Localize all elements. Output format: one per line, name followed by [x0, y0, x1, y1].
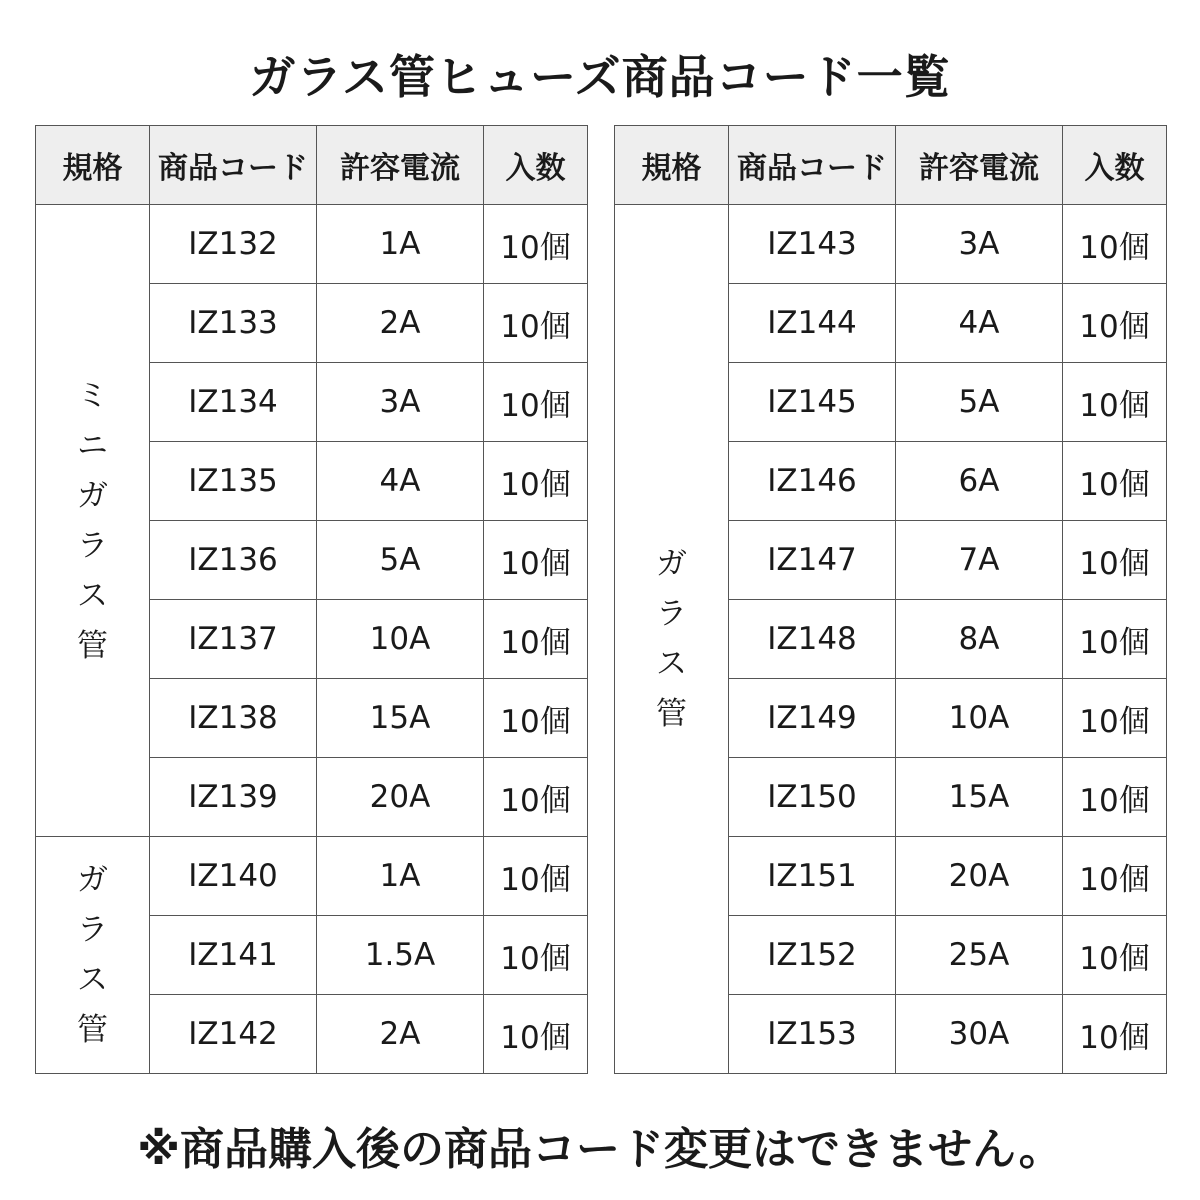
- rated-current-cell: 4A: [896, 284, 1063, 363]
- rated-current-cell: 10A: [896, 679, 1063, 758]
- product-code-cell: IZ152: [729, 916, 896, 995]
- rated-current-cell: 4A: [317, 442, 484, 521]
- quantity-cell: 10個: [1063, 758, 1167, 837]
- spec-group-cell: [36, 205, 150, 837]
- quantity-cell: 10個: [1063, 284, 1167, 363]
- spec-group-cell: [615, 205, 729, 1074]
- quantity-cell: 10個: [484, 837, 588, 916]
- product-code-cell: IZ134: [150, 363, 317, 442]
- quantity-cell: 10個: [1063, 995, 1167, 1074]
- rated-current-cell: 15A: [896, 758, 1063, 837]
- product-code-cell: IZ139: [150, 758, 317, 837]
- header-product-code: 商品コード: [729, 126, 896, 205]
- quantity-cell: 10個: [484, 363, 588, 442]
- table-row: [36, 837, 588, 916]
- product-code-cell: IZ144: [729, 284, 896, 363]
- quantity-cell: 10個: [1063, 600, 1167, 679]
- product-code-cell: IZ132: [150, 205, 317, 284]
- fuse-table-left: [35, 125, 588, 1074]
- product-code-cell: IZ150: [729, 758, 896, 837]
- quantity-cell: 10個: [1063, 837, 1167, 916]
- rated-current-cell: 3A: [896, 205, 1063, 284]
- product-code-cell: IZ138: [150, 679, 317, 758]
- table-body: [36, 205, 588, 1074]
- rated-current-cell: 1A: [317, 837, 484, 916]
- header-rated-current: 許容電流: [896, 126, 1063, 205]
- product-code-cell: IZ145: [729, 363, 896, 442]
- notice-text: ※商品購入後の商品コード変更はできません。: [137, 1124, 1063, 1175]
- header-product-code: 商品コード: [150, 126, 317, 205]
- rated-current-cell: 2A: [317, 284, 484, 363]
- header-rated-current: 許容電流: [317, 126, 484, 205]
- rated-current-cell: 1A: [317, 205, 484, 284]
- product-code-cell: IZ142: [150, 995, 317, 1074]
- quantity-cell: 10個: [484, 205, 588, 284]
- product-code-cell: IZ140: [150, 837, 317, 916]
- rated-current-cell: 1.5A: [317, 916, 484, 995]
- product-code-cell: IZ136: [150, 521, 317, 600]
- quantity-cell: 10個: [1063, 442, 1167, 521]
- table-row: [36, 205, 588, 284]
- quantity-cell: 10個: [484, 758, 588, 837]
- product-code-cell: IZ143: [729, 205, 896, 284]
- spec-group-label: ガラス管: [656, 546, 687, 732]
- quantity-cell: 10個: [1063, 916, 1167, 995]
- product-code-cell: IZ153: [729, 995, 896, 1074]
- product-code-cell: IZ137: [150, 600, 317, 679]
- rated-current-cell: 7A: [896, 521, 1063, 600]
- header-spec: 規格: [36, 126, 150, 205]
- product-code-cell: IZ151: [729, 837, 896, 916]
- product-code-cell: IZ146: [729, 442, 896, 521]
- fuse-table-right: [614, 125, 1167, 1074]
- table-header-row: [615, 126, 1167, 205]
- rated-current-cell: 3A: [317, 363, 484, 442]
- spec-group-label: ガラス管: [77, 862, 108, 1048]
- rated-current-cell: 30A: [896, 995, 1063, 1074]
- quantity-cell: 10個: [484, 521, 588, 600]
- quantity-cell: 10個: [484, 284, 588, 363]
- quantity-cell: 10個: [484, 916, 588, 995]
- quantity-cell: 10個: [1063, 521, 1167, 600]
- spec-group-label: ミニガラス管: [77, 377, 108, 664]
- rated-current-cell: 8A: [896, 600, 1063, 679]
- rated-current-cell: 2A: [317, 995, 484, 1074]
- table-row: [615, 205, 1167, 284]
- table-body: [615, 205, 1167, 1074]
- product-code-cell: IZ141: [150, 916, 317, 995]
- rated-current-cell: 15A: [317, 679, 484, 758]
- spec-group-cell: [36, 837, 150, 1074]
- rated-current-cell: 20A: [317, 758, 484, 837]
- quantity-cell: 10個: [1063, 679, 1167, 758]
- quantity-cell: 10個: [1063, 363, 1167, 442]
- header-spec: 規格: [615, 126, 729, 205]
- quantity-cell: 10個: [484, 600, 588, 679]
- rated-current-cell: 20A: [896, 837, 1063, 916]
- table-header-row: [36, 126, 588, 205]
- rated-current-cell: 6A: [896, 442, 1063, 521]
- quantity-cell: 10個: [484, 679, 588, 758]
- product-code-cell: IZ149: [729, 679, 896, 758]
- product-code-cell: IZ147: [729, 521, 896, 600]
- header-quantity: 入数: [484, 126, 588, 205]
- rated-current-cell: 25A: [896, 916, 1063, 995]
- quantity-cell: 10個: [1063, 205, 1167, 284]
- quantity-cell: 10個: [484, 442, 588, 521]
- product-code-cell: IZ148: [729, 600, 896, 679]
- page-title: ガラス管ヒューズ商品コード一覧: [249, 50, 951, 104]
- rated-current-cell: 5A: [896, 363, 1063, 442]
- quantity-cell: 10個: [484, 995, 588, 1074]
- rated-current-cell: 10A: [317, 600, 484, 679]
- rated-current-cell: 5A: [317, 521, 484, 600]
- header-quantity: 入数: [1063, 126, 1167, 205]
- product-code-cell: IZ135: [150, 442, 317, 521]
- product-code-cell: IZ133: [150, 284, 317, 363]
